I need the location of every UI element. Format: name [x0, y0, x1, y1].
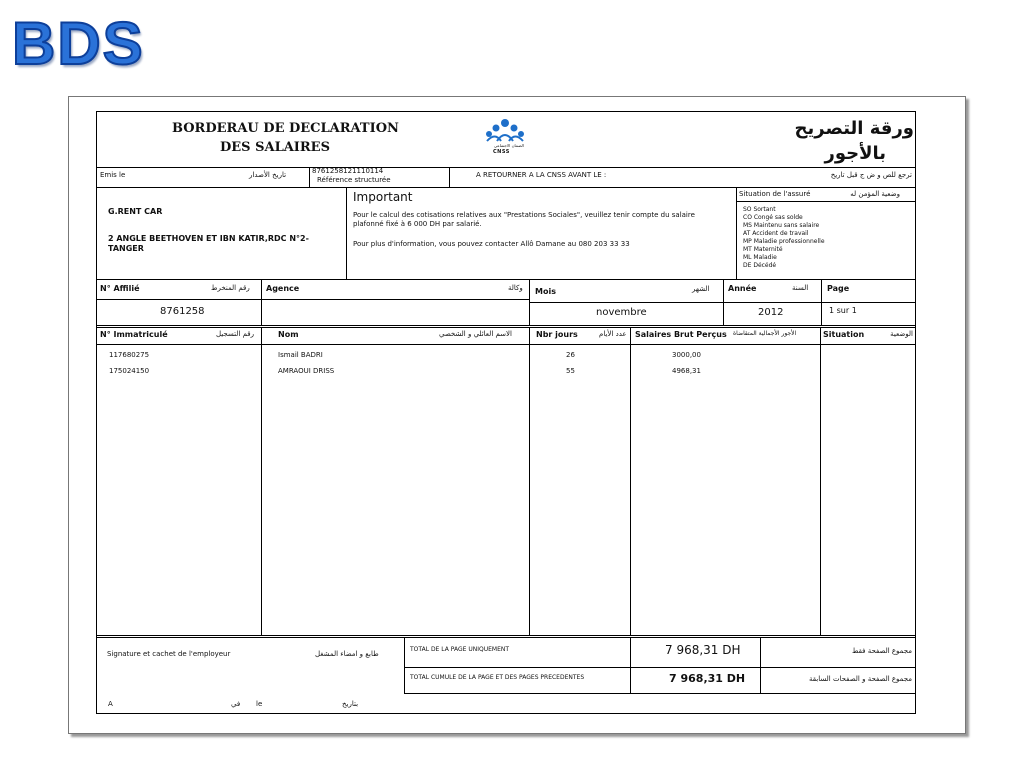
- row-nom: Ismail BADRI: [278, 351, 323, 359]
- title-line2: DES SALAIRES: [220, 140, 330, 155]
- page-value: 1 sur 1: [829, 306, 857, 315]
- col-header-immatricule: N° Immatriculé: [100, 330, 168, 339]
- situation-legend-item: CO Congé sas solde: [743, 214, 803, 221]
- situation-legend-title-ar: وضعية المؤمن له: [850, 190, 900, 198]
- situation-legend-item: MT Maternité: [743, 246, 783, 253]
- col-header-nom: Nom: [278, 330, 299, 339]
- col-header-situation-ar: الوضعية: [890, 330, 913, 338]
- important-line2: plafonné fixé à 6 000 DH par salarié.: [353, 220, 482, 228]
- annee-label: Année: [728, 284, 757, 293]
- important-line1: Pour le calcul des cotisations relatives aux "Prestations Sociales", veuillez tenir compte du salaire: [353, 211, 695, 219]
- total-cumul-label: TOTAL CUMULE DE LA PAGE ET DES PAGES PRECEDENTES: [410, 674, 585, 681]
- col-header-nom-ar: الاسم العائلي و الشخصي: [439, 330, 512, 338]
- situation-legend-item: AT Accident de travail: [743, 230, 809, 237]
- cnss-logo-ar: الضمان الاجتماعي: [494, 143, 524, 148]
- row-nom: AMRAOUI DRISS: [278, 367, 335, 375]
- return-label: A RETOURNER A LA CNSS AVANT LE :: [476, 171, 607, 179]
- situation-legend-item: MP Maladie professionnelle: [743, 238, 825, 245]
- annee-value: 2012: [758, 307, 784, 318]
- reference-label: Référence structurée: [317, 176, 391, 184]
- situation-legend-item: DE Décédé: [743, 262, 777, 269]
- row-immatricule: 117680275: [109, 351, 150, 359]
- affilie-ar: رقم المنخرط: [211, 284, 250, 292]
- signature-label: Signature et cachet de l'employeur: [107, 650, 231, 658]
- col-header-immatricule-ar: رقم التسجيل: [216, 330, 254, 338]
- row-jours: 26: [566, 351, 575, 359]
- total-page-value: 7 968,31 DH: [665, 643, 741, 657]
- employer-name: G.RENT CAR: [108, 207, 163, 216]
- total-cumul-ar: مجموع الصفحة و الصفحات السابقة: [809, 675, 912, 683]
- row-salaire: 3000,00: [672, 351, 701, 359]
- mois-ar: الشهر: [692, 285, 710, 293]
- row-jours: 55: [566, 367, 575, 375]
- cnss-logo-text: CNSS: [493, 149, 510, 155]
- row-immatricule: 175024150: [109, 367, 150, 375]
- col-header-jours: Nbr jours: [536, 330, 578, 339]
- situation-legend-item: SO Sortant: [743, 206, 776, 213]
- col-header-situation: Situation: [823, 330, 865, 339]
- total-page-label: TOTAL DE LA PAGE UNIQUEMENT: [410, 646, 510, 653]
- important-title: Important: [353, 190, 413, 204]
- affilie-value: 8761258: [160, 306, 205, 317]
- bds-logo: BDS: [12, 10, 145, 77]
- reference-number: 8761258121110114: [312, 167, 384, 175]
- situation-legend-title: Situation de l'assuré: [739, 190, 811, 198]
- affilie-label: N° Affilié: [100, 284, 140, 293]
- title-line1: BORDERAU DE DECLARATION: [172, 121, 399, 136]
- employer-address-line1: 2 ANGLE BEETHOVEN ET IBN KATIR,RDC N°2-: [108, 234, 309, 243]
- ar-title-line1: ورقة التصريح: [794, 118, 914, 139]
- declaration-form: [96, 111, 916, 714]
- emis-le-label: Emis le: [100, 171, 126, 179]
- agence-label: Agence: [266, 284, 300, 293]
- mois-value: novembre: [596, 307, 647, 318]
- footer-a-label: A: [108, 700, 113, 708]
- total-cumul-value: 7 968,31 DH: [669, 672, 746, 685]
- row-salaire: 4968,31: [672, 367, 701, 375]
- employer-address-line2: TANGER: [108, 244, 144, 253]
- mois-label: Mois: [535, 287, 556, 296]
- total-page-ar: مجموع الصفحة فقط: [851, 647, 912, 655]
- situation-legend-item: MS Maintenu sans salaire: [743, 222, 820, 229]
- annee-ar: السنة: [792, 284, 809, 292]
- footer-fi-ar: في: [231, 700, 241, 708]
- footer-date-ar: بتاريخ: [342, 700, 359, 708]
- signature-ar: طابع و امضاء المشغل: [315, 650, 379, 658]
- situation-legend-item: ML Maladie: [743, 254, 777, 261]
- ar-title-line2: بالأجور: [824, 143, 886, 164]
- agence-ar: وكالة: [508, 284, 523, 292]
- page-label: Page: [827, 284, 850, 293]
- col-header-jours-ar: عدد الأيام: [599, 330, 627, 338]
- emis-le-ar: تاريخ الأصدار: [249, 171, 287, 179]
- footer-le-label: le: [256, 700, 263, 708]
- important-line3: Pour plus d'information, vous pouvez contacter Allô Damane au 080 203 33 33: [353, 240, 630, 248]
- return-ar: ترجع للص و ض ج قبل تاريخ: [830, 171, 912, 179]
- col-header-salaires: Salaires Brut Perçus: [635, 330, 727, 339]
- col-header-salaires-ar: الأجور الأجمالية المتقاضاة: [733, 330, 797, 337]
